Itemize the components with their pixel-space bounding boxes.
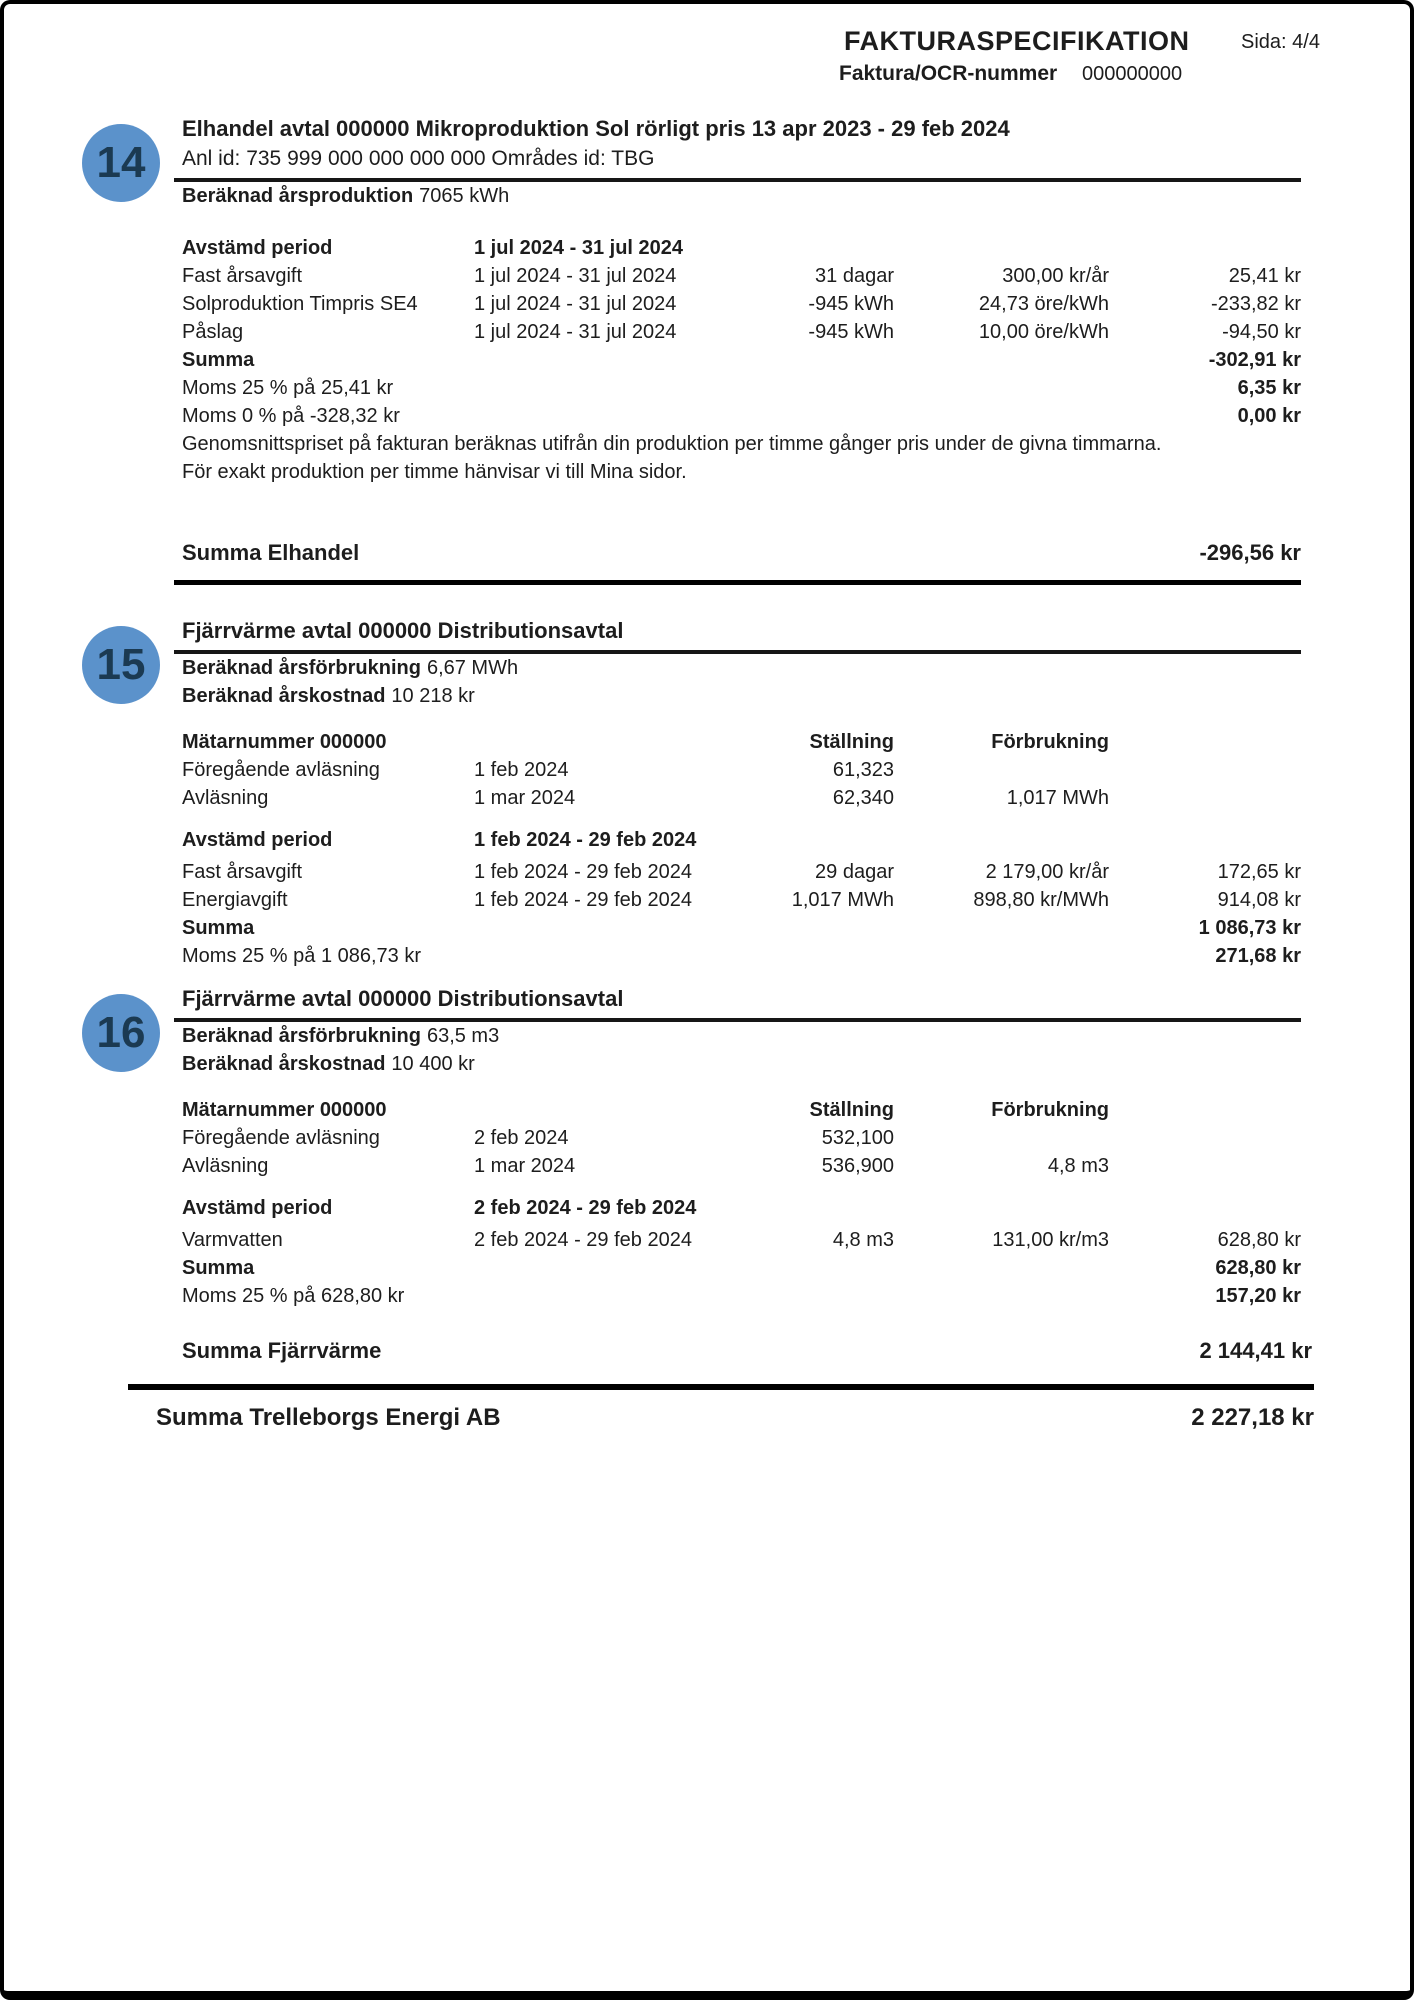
cell-price: 2 179,00 kr/år	[985, 861, 1109, 883]
note-line: Genomsnittspriset på fakturan beräknas utifrån din produktion per timme gånger pris under de givna timmarna.	[182, 433, 1162, 455]
grand-total-row	[156, 1402, 1314, 1434]
cell-label: Moms 25 % på 1 086,73 kr	[182, 945, 422, 967]
cell-label: Energiavgift	[182, 889, 288, 911]
cell-amount: 0,00 kr	[1237, 405, 1301, 427]
info-label: Beräknad årskostnad	[182, 1053, 386, 1075]
cell-period: 1 feb 2024 - 29 feb 2024	[474, 861, 692, 883]
cell-amount: 25,41 kr	[1228, 265, 1301, 287]
grand-total-label: Summa Trelleborgs Energi AB	[156, 1404, 501, 1431]
cell-amount: 1 086,73 kr	[1198, 917, 1301, 939]
fjarrvarme-total-label: Summa Fjärrvärme	[182, 1338, 382, 1363]
cell-qty: -945 kWh	[808, 293, 894, 315]
cell-period: 1 feb 2024 - 29 feb 2024	[474, 889, 692, 911]
cell-price: 898,80 kr/MWh	[973, 889, 1109, 911]
cell-position: 62,340	[832, 787, 894, 809]
fjarrvarme-total-amount: 2 144,41 kr	[1199, 1338, 1312, 1363]
cell-period: 1 jul 2024 - 31 jul 2024	[474, 321, 677, 343]
meter-header-row	[174, 728, 1301, 756]
cell-period-value: 2 feb 2024 - 29 feb 2024	[474, 1197, 697, 1219]
info-line	[174, 654, 1301, 682]
fjarrvarme-total-row	[174, 1336, 1312, 1366]
info-label: Beräknad årsförbrukning	[182, 1025, 421, 1047]
section-number: 16	[96, 1008, 146, 1057]
cell-date: 2 feb 2024	[474, 1127, 569, 1149]
info-label: Beräknad årsproduktion	[182, 185, 414, 207]
section-number-badge	[82, 626, 160, 704]
summary-row	[174, 374, 1301, 402]
cell-period: 1 jul 2024 - 31 jul 2024	[474, 293, 677, 315]
cell-amount: 6,35 kr	[1237, 377, 1301, 399]
table-row	[174, 262, 1301, 290]
grand-total-amount: 2 227,18 kr	[1191, 1404, 1314, 1431]
info-value: 10 400 kr	[391, 1053, 475, 1075]
summary-row	[174, 1282, 1301, 1310]
charges-table	[174, 826, 1301, 970]
cell-consumption	[894, 756, 1109, 784]
divider-thick	[174, 580, 1301, 585]
col-header-position: Ställning	[809, 1099, 894, 1121]
period-header-row	[174, 234, 1301, 262]
cell-period-label: Avstämd period	[182, 829, 333, 851]
section-number: 15	[96, 640, 146, 689]
section-total-amount: -296,56 kr	[1199, 540, 1301, 565]
cell-label: Fast årsavgift	[182, 265, 303, 287]
section-subtitle: Anl id: 735 999 000 000 000 000 Områdes id: TBG	[182, 147, 655, 170]
cell-date: 1 feb 2024	[474, 759, 569, 781]
divider-thick	[128, 1384, 1314, 1390]
cell-label: Summa	[182, 1257, 255, 1279]
page-title: FAKTURASPECIFIKATION	[844, 26, 1190, 56]
cell-period-label: Avstämd period	[182, 237, 333, 259]
cell-position: 536,900	[821, 1155, 894, 1177]
cell-period: 1 jul 2024 - 31 jul 2024	[474, 265, 677, 287]
cell-price: 10,00 öre/kWh	[978, 321, 1109, 343]
section-number-badge	[82, 124, 160, 202]
section-title: Fjärrvärme avtal 000000 Distributionsavtal	[182, 986, 624, 1011]
table-row	[174, 290, 1301, 318]
cell-period-value: 1 jul 2024 - 31 jul 2024	[474, 237, 684, 259]
table-row	[174, 318, 1301, 346]
info-label: Beräknad årsförbrukning	[182, 657, 421, 679]
cell-amount: 628,80 kr	[1215, 1257, 1301, 1279]
ocr-number-label: Faktura/OCR-nummer	[839, 62, 1058, 85]
cell-amount: -94,50 kr	[1222, 321, 1301, 343]
cell-qty: 1,017 MWh	[791, 889, 894, 911]
cell-label: Summa	[182, 917, 255, 939]
col-header-consumption: Förbrukning	[991, 1099, 1109, 1121]
section-title: Fjärrvärme avtal 000000 Distributionsavtal	[182, 618, 624, 643]
meter-table	[174, 1096, 1301, 1180]
cell-consumption: 1,017 MWh	[1006, 787, 1109, 809]
table-row	[174, 858, 1301, 886]
cell-position: 532,100	[821, 1127, 894, 1149]
meter-table	[174, 728, 1301, 812]
cell-amount: 157,20 kr	[1215, 1285, 1301, 1307]
charges-table	[174, 234, 1301, 430]
summary-row	[174, 402, 1301, 430]
section-total-row	[174, 538, 1301, 568]
cell-label: Påslag	[182, 321, 244, 343]
cell-qty: 31 dagar	[815, 265, 894, 287]
section-fjarrvarme-2	[96, 984, 1301, 1310]
summary-row	[174, 914, 1301, 942]
summary-row	[174, 346, 1301, 374]
meter-row	[174, 756, 1301, 784]
meter-row	[174, 784, 1301, 812]
info-line	[174, 682, 1301, 710]
cell-qty: -945 kWh	[808, 321, 894, 343]
section-fjarrvarme-1	[96, 616, 1301, 970]
meter-row	[174, 1152, 1301, 1180]
cell-amount: 628,80 kr	[1217, 1229, 1301, 1251]
note-line: För exakt produktion per timme hänvisar vi till Mina sidor.	[182, 461, 687, 483]
cell-amount: 172,65 kr	[1217, 861, 1301, 883]
cell-label: Fast årsavgift	[182, 861, 303, 883]
cell-amount: 914,08 kr	[1217, 889, 1301, 911]
cell-label: Moms 25 % på 628,80 kr	[182, 1285, 405, 1307]
meter-row	[174, 1124, 1301, 1152]
cell-price: 24,73 öre/kWh	[978, 293, 1109, 315]
info-line	[174, 182, 1301, 210]
period-header-row	[174, 1194, 1301, 1222]
section-total-label: Summa Elhandel	[182, 540, 360, 565]
cell-amount: -233,82 kr	[1210, 293, 1301, 315]
cell-label: Föregående avläsning	[182, 1127, 380, 1149]
cell-label: Solproduktion Timpris SE4	[182, 293, 418, 315]
info-line	[174, 1050, 1301, 1078]
cell-qty: 4,8 m3	[832, 1229, 894, 1251]
note-block	[174, 430, 1301, 486]
cell-date: 1 mar 2024	[474, 787, 576, 809]
section-elhandel	[96, 114, 1301, 585]
table-row	[174, 886, 1301, 914]
cell-label: Varmvatten	[182, 1229, 283, 1251]
cell-price: 131,00 kr/m3	[992, 1229, 1109, 1251]
cell-consumption: 4,8 m3	[1047, 1155, 1109, 1177]
cell-price: 300,00 kr/år	[1002, 265, 1109, 287]
cell-label: Avläsning	[182, 1155, 269, 1177]
cell-period-label: Avstämd period	[182, 1197, 333, 1219]
info-line	[174, 1022, 1301, 1050]
page-number: Sida: 4/4	[1241, 31, 1320, 53]
info-value: 10 218 kr	[391, 685, 475, 707]
cell-amount: 271,68 kr	[1215, 945, 1301, 967]
cell-label: Moms 0 % på -328,32 kr	[182, 405, 400, 427]
info-value: 7065 kWh	[419, 185, 510, 207]
section-number-badge	[82, 994, 160, 1072]
charges-table	[174, 1194, 1301, 1310]
meter-number-label: Mätarnummer 000000	[182, 731, 387, 753]
info-value: 6,67 MWh	[426, 657, 519, 679]
table-row	[174, 1226, 1301, 1254]
cell-qty: 29 dagar	[815, 861, 894, 883]
ocr-number-value: 000000000	[1082, 63, 1183, 85]
cell-amount: -302,91 kr	[1208, 349, 1301, 371]
summary-row	[174, 942, 1301, 970]
cell-consumption	[894, 1124, 1109, 1152]
cell-position: 61,323	[832, 759, 894, 781]
cell-label: Summa	[182, 349, 255, 371]
col-header-position: Ställning	[809, 731, 894, 753]
cell-label: Moms 25 % på 25,41 kr	[182, 377, 394, 399]
period-header-row	[174, 826, 1301, 854]
section-title: Elhandel avtal 000000 Mikroproduktion Sol rörligt pris 13 apr 2023 - 29 feb 2024	[182, 116, 1010, 141]
summary-row	[174, 1254, 1301, 1282]
cell-label: Avläsning	[182, 787, 269, 809]
info-value: 63,5 m3	[426, 1025, 500, 1047]
meter-header-row	[174, 1096, 1301, 1124]
cell-period-value: 1 feb 2024 - 29 feb 2024	[474, 829, 697, 851]
cell-label: Föregående avläsning	[182, 759, 380, 781]
col-header-consumption: Förbrukning	[991, 731, 1109, 753]
section-number: 14	[96, 138, 146, 187]
meter-number-label: Mätarnummer 000000	[182, 1099, 387, 1121]
cell-period: 2 feb 2024 - 29 feb 2024	[474, 1229, 692, 1251]
info-label: Beräknad årskostnad	[182, 685, 386, 707]
cell-date: 1 mar 2024	[474, 1155, 576, 1177]
